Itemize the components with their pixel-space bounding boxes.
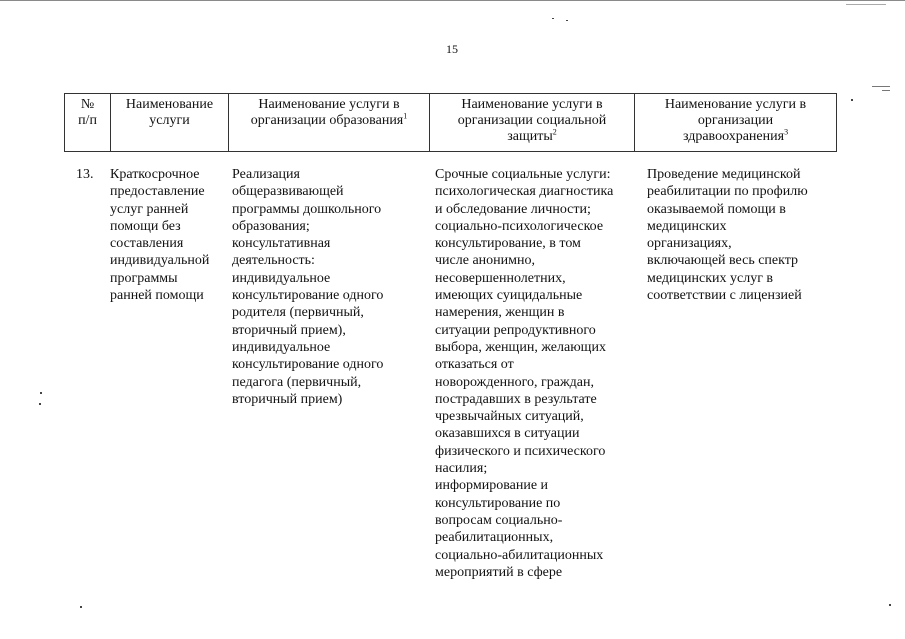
education-line: консультативная bbox=[232, 236, 331, 252]
row-service-name bbox=[110, 166, 222, 304]
education-line: образования; bbox=[232, 218, 310, 234]
education-line: консультирование одного bbox=[232, 357, 384, 373]
health-line: медицинских услуг в bbox=[647, 270, 774, 286]
service-name-line: предоставление bbox=[110, 184, 205, 200]
service-name-line: Краткосрочное bbox=[110, 167, 200, 182]
row-social-service bbox=[435, 166, 635, 581]
education-line: педагога (первичный, bbox=[232, 374, 362, 390]
header-health-line: организации bbox=[697, 113, 774, 128]
health-line: Проведение медицинской bbox=[647, 167, 801, 182]
health-line: включающей весь спектр bbox=[647, 253, 799, 269]
service-name-line: составления bbox=[110, 236, 184, 252]
header-education-cell bbox=[229, 94, 430, 152]
education-line: родителя (первичный, bbox=[232, 305, 364, 321]
footnote-mark-2: 2 bbox=[552, 127, 557, 137]
health-line: организациях, bbox=[647, 236, 732, 252]
social-line: мероприятий в сфере bbox=[435, 564, 563, 580]
social-line: Срочные социальные услуги: bbox=[435, 167, 611, 182]
service-name-line: помощи без bbox=[110, 218, 181, 234]
social-line: насилия; bbox=[435, 461, 488, 477]
health-line: реабилитации по профилю bbox=[647, 184, 808, 200]
row-education-service bbox=[232, 166, 422, 408]
scan-speck bbox=[872, 86, 890, 87]
social-line: имеющих суицидальные bbox=[435, 288, 583, 304]
education-line: индивидуальное bbox=[232, 270, 331, 286]
header-health-line: Наименование услуги в bbox=[664, 97, 807, 112]
service-name-line: программы bbox=[110, 270, 178, 286]
header-num-line: № bbox=[80, 97, 95, 112]
health-line: соответствии с лицензией bbox=[647, 288, 802, 304]
table-header bbox=[64, 93, 837, 152]
header-num-cell bbox=[65, 94, 111, 152]
education-line: вторичный прием), bbox=[232, 322, 346, 338]
service-name-line: услуг ранней bbox=[110, 201, 189, 217]
social-line: пострадавших в результате bbox=[435, 391, 597, 407]
social-line: отказаться от bbox=[435, 357, 514, 373]
page-number: 15 bbox=[446, 42, 458, 56]
scan-speck bbox=[846, 4, 886, 5]
education-line: индивидуальное bbox=[232, 339, 331, 355]
header-health-line-with-footnote bbox=[637, 129, 834, 145]
header-health-cell bbox=[635, 94, 837, 152]
row-health-service bbox=[647, 166, 832, 304]
header-social-line-with-footnote bbox=[432, 129, 632, 145]
education-line: программы дошкольного bbox=[232, 201, 382, 217]
footnote-mark-3: 3 bbox=[784, 127, 789, 137]
footnote-mark-1: 1 bbox=[403, 111, 408, 121]
health-line: медицинских bbox=[647, 218, 727, 234]
scan-speck bbox=[39, 403, 41, 405]
service-name-line: ранней помощи bbox=[110, 288, 204, 304]
header-service-name-line: услуги bbox=[149, 113, 190, 128]
education-line: деятельность: bbox=[232, 253, 315, 269]
scan-speck bbox=[889, 604, 891, 606]
health-line: оказываемой помощи в bbox=[647, 201, 786, 217]
scan-speck bbox=[552, 18, 554, 19]
social-line: физического и психического bbox=[435, 443, 606, 459]
social-line: консультирование, в том bbox=[435, 236, 581, 252]
education-line: Реализация bbox=[232, 167, 300, 182]
header-education-line: Наименование услуги в bbox=[258, 97, 400, 112]
social-line: социально-абилитационных bbox=[435, 547, 604, 563]
education-line: общеразвивающей bbox=[232, 184, 344, 200]
row-number: 13. bbox=[76, 167, 94, 182]
header-health-text: здравоохранения bbox=[682, 129, 785, 144]
social-line: и обследование личности; bbox=[435, 201, 591, 217]
social-line: реабилитационных, bbox=[435, 530, 554, 546]
scan-top-edge bbox=[0, 0, 905, 1]
header-service-name-cell bbox=[111, 94, 229, 152]
header-social-line: Наименование услуги в bbox=[461, 97, 603, 112]
scan-speck bbox=[80, 606, 82, 608]
education-line: консультирование одного bbox=[232, 288, 384, 304]
social-line: числе анонимно, bbox=[435, 253, 535, 269]
social-line: консультирование по bbox=[435, 495, 561, 511]
social-line: вопросам социально- bbox=[435, 512, 563, 528]
scan-speck bbox=[566, 20, 568, 21]
social-line: оказавшихся в ситуации bbox=[435, 426, 580, 442]
social-line: несовершеннолетних, bbox=[435, 270, 566, 286]
social-line: выбора, женщин, желающих bbox=[435, 339, 606, 355]
social-line: новорожденного, граждан, bbox=[435, 374, 595, 390]
social-line: социально-психологическое bbox=[435, 218, 604, 234]
header-social-cell bbox=[430, 94, 635, 152]
header-education-line-with-footnote bbox=[231, 113, 427, 129]
header-social-text: защиты bbox=[507, 129, 553, 144]
header-education-text: организации образования bbox=[250, 113, 404, 128]
scan-speck bbox=[882, 90, 890, 91]
scan-speck bbox=[851, 99, 853, 101]
education-line: вторичный прием) bbox=[232, 391, 343, 407]
social-line: чрезвычайных ситуаций, bbox=[435, 409, 584, 425]
header-social-line: организации социальной bbox=[457, 113, 607, 128]
service-name-line: индивидуальной bbox=[110, 253, 210, 269]
header-num-line: п/п bbox=[78, 113, 97, 128]
social-line: намерения, женщин в bbox=[435, 305, 565, 321]
social-line: ситуации репродуктивного bbox=[435, 322, 596, 338]
scan-speck bbox=[40, 392, 42, 394]
social-line: психологическая диагностика bbox=[435, 184, 614, 200]
social-line: информирование и bbox=[435, 478, 549, 494]
header-service-name-line: Наименование bbox=[125, 97, 214, 112]
